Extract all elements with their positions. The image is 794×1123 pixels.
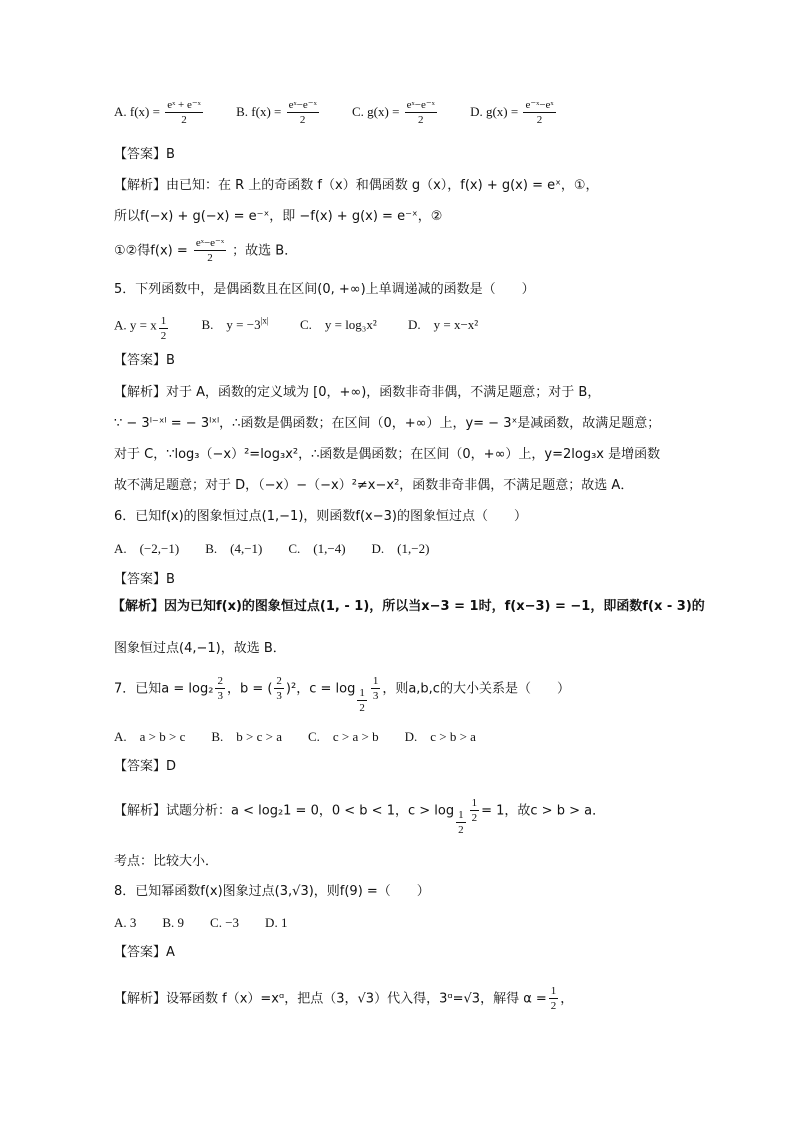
q4-options-row bbox=[114, 100, 586, 126]
q7-answer: 【答案】D bbox=[114, 759, 177, 774]
q4-answer: 【答案】B bbox=[114, 147, 175, 162]
q8-answer: 【答案】A bbox=[114, 945, 175, 960]
q6-answer: 【答案】B bbox=[114, 572, 175, 587]
q5-stem: 5．下列函数中，是偶函数且在区间(0, +∞)上单调递减的函数是（ ） bbox=[114, 282, 535, 297]
q8-options[interactable]: A. 3 B. 9 C. −3 D. 1 bbox=[114, 915, 288, 930]
fraction: $\frac{2}{3}$ bbox=[276, 675, 282, 702]
fraction: $\frac{1}{2}$ bbox=[471, 797, 478, 824]
fraction: $\frac{\text{eˣ + e⁻ˣ}}{2}$ bbox=[167, 99, 201, 126]
fraction: $\frac{1}{2}$ bbox=[550, 985, 557, 1012]
fraction: $\frac{1}{3}$ bbox=[372, 675, 379, 702]
q6-explanation-line1: 【解析】因为已知f(x)的图象恒过点(1, - 1)，所以当x−3 = 1时，f(x−3) = −1，即函数f(x - 3)的 bbox=[112, 599, 705, 614]
fraction: $\frac{\text{eˣ−e⁻ˣ}}{2}$ bbox=[195, 237, 225, 264]
q7-explanation: 【解析】试题分析：a < log₂1 = 0，0 < b < 1，c > log $\frac{1}{2}$ $\frac{1}{2}$ = 1，故c > b > a． bbox=[114, 797, 606, 837]
q6-options[interactable]: A. (−2,−1) B. (4,−1) C. (1,−4) D. (1,−2) bbox=[114, 541, 430, 556]
q5-option-c[interactable]: C. y = log₃x² bbox=[299, 317, 377, 333]
q5-options-row bbox=[114, 316, 506, 342]
log-base-fraction: $\frac{1}{2}$ bbox=[359, 687, 365, 715]
q7-options[interactable]: A. a > b > c B. b > c > a C. c > a > b D. c > b > a bbox=[114, 729, 476, 744]
q5-explanation-line1: 【解析】对于 A，函数的定义域为 [0，+∞)，函数非奇非偶，不满足题意；对于 B， bbox=[114, 385, 601, 400]
fraction: $\frac{2}{3}$ bbox=[217, 675, 223, 702]
q4-explanation-line1: 【解析】由已知：在 R 上的奇函数 f（x）和偶函数 g（x），f(x) + g(x) = eˣ，①， bbox=[114, 178, 599, 193]
q5-option-d[interactable]: D. y = x−x² bbox=[407, 317, 479, 333]
q5-explanation-line2: ∵ − 3ˡ⁻ˣˡ = − 3ˡˣˡ，∴函数是偶函数；在区间（0，+∞）上，y= − 3ˣ是减函数，故满足题意； bbox=[114, 416, 661, 431]
fraction: $\frac{\text{eˣ−e⁻ˣ}}{2}$ bbox=[288, 99, 317, 126]
fraction: $\frac{\text{eˣ−e⁻ˣ}}{2}$ bbox=[406, 99, 435, 126]
log-base-fraction: $\frac{1}{2}$ bbox=[458, 809, 464, 837]
q4-option-b[interactable]: B. f(x) = $\frac{\text{eˣ−e⁻ˣ}}{2}$ bbox=[236, 99, 317, 126]
fraction: $\frac{\text{e⁻ˣ−eˣ}}{2}$ bbox=[525, 99, 554, 126]
q4-explanation-line3: ①②得f(x) = $\frac{\text{eˣ−e⁻ˣ}}{2}$ ；故选 B． bbox=[114, 237, 298, 264]
q5-explanation-line3: 对于 C，∵log₃（−x）²=log₃x²，∴函数是偶函数；在区间（0，+∞）上，y=2log₃x 是增函数 bbox=[114, 447, 661, 462]
exponent-fraction: $\frac{1}{2}$ bbox=[160, 315, 167, 342]
q6-stem: 6．已知f(x)的图象恒过点(1,−1)，则函数f(x−3)的图象恒过点（ ） bbox=[114, 509, 527, 524]
q5-option-a[interactable]: A. y = x $\frac{1}{2}$ bbox=[114, 315, 167, 342]
q7-stem: 7．已知a = log₂ $\frac{2}{3}$ ，b = ( $\frac{2}{3}$ )²，c = log $\frac{1}{2}$ $\frac{1}{3}$ ，则a,b,c的大小关系是（ ） bbox=[114, 675, 570, 715]
q5-answer: 【答案】B bbox=[114, 353, 175, 368]
q4-explanation-line2: 所以f(−x) + g(−x) = e⁻ˣ，即 −f(x) + g(x) = e⁻ˣ，② bbox=[114, 209, 443, 224]
q8-explanation: 【解析】设幂函数 f（x）=xᵅ，把点（3，√3）代入得，3ᵅ=√3，解得 α = $\frac{1}{2}$ ， bbox=[114, 985, 574, 1012]
q4-option-a[interactable]: A. f(x) = $\frac{\text{eˣ + e⁻ˣ}}{2}$ bbox=[114, 99, 201, 126]
q4-option-c[interactable]: C. g(x) = $\frac{\text{eˣ−e⁻ˣ}}{2}$ bbox=[352, 99, 435, 126]
q5-explanation-line4: 故不满足题意；对于 D，（−x）−（−x）²≠x−x²，函数非奇非偶，不满足题意；故选 A． bbox=[114, 478, 634, 493]
q5-option-b[interactable]: B. $y = -3^{|x|}$ bbox=[201, 316, 269, 333]
q4-option-d[interactable]: D. g(x) = $\frac{\text{e⁻ˣ−eˣ}}{2}$ bbox=[470, 99, 554, 126]
q6-explanation-line2: 图象恒过点(4,−1)，故选 B． bbox=[114, 641, 286, 656]
q7-kaodian: 考点：比较大小． bbox=[114, 854, 219, 869]
q8-stem: 8．已知幂函数f(x)图象过点(3,√3)，则f(9) =（ ） bbox=[114, 884, 430, 899]
